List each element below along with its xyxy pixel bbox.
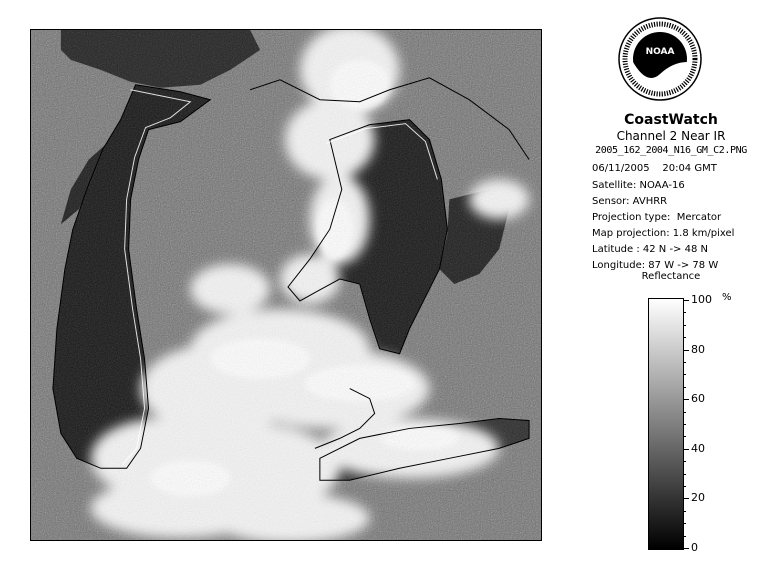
filename-text: 2005_162_2004_N16_GM_C2.PNG <box>595 145 747 156</box>
colorbar-minor-tick <box>683 474 686 475</box>
colorbar-label: Reflectance <box>641 271 701 282</box>
colorbar-minor-tick <box>683 461 686 462</box>
sensor-text: Sensor: AVHRR <box>592 196 668 207</box>
logo-center-text: NOAA <box>645 47 675 57</box>
latitude-text: Latitude : 42 N -> 48 N <box>592 244 708 255</box>
colorbar-tick <box>683 449 689 450</box>
colorbar-minor-tick <box>683 511 686 512</box>
colorbar-minor-tick <box>683 436 686 437</box>
colorbar-minor-tick <box>683 412 686 413</box>
colorbar-tick-label: 100 <box>691 293 712 306</box>
noaa-logo-icon <box>617 16 703 102</box>
satellite-map[interactable] <box>30 29 542 541</box>
colorbar-minor-tick <box>683 523 686 524</box>
colorbar-tick <box>683 399 689 400</box>
colorbar-minor-tick <box>683 424 686 425</box>
colorbar-unit: % <box>722 292 732 303</box>
colorbar-minor-tick <box>683 337 686 338</box>
colorbar-tick-label: 80 <box>691 342 705 356</box>
longitude-text: Longitude: 87 W -> 78 W <box>592 260 719 271</box>
info-panel <box>560 0 782 572</box>
colorbar-tick-label: 20 <box>691 491 705 505</box>
colorbar-minor-tick <box>683 536 686 537</box>
satellite-text: Satellite: NOAA-16 <box>592 180 685 191</box>
channel-title: Channel 2 Near IR <box>616 129 726 143</box>
colorbar-minor-tick <box>683 312 686 313</box>
colorbar-tick-label: 40 <box>691 441 705 455</box>
colorbar-minor-tick <box>683 362 686 363</box>
colorbar-tick <box>683 350 689 351</box>
colorbar-minor-tick <box>683 486 686 487</box>
colorbar-tick <box>683 498 689 499</box>
map-projection-text: Map projection: 1.8 km/pixel <box>592 228 735 239</box>
datetime-text: 06/11/2005 20:04 GMT <box>592 163 717 174</box>
colorbar-tick-label: 60 <box>691 392 705 406</box>
satellite-image <box>31 30 541 540</box>
projection-type-text: Projection type: Mercator <box>592 212 722 223</box>
colorbar-tick <box>683 548 689 549</box>
brand-title: CoastWatch <box>624 112 718 128</box>
colorbar-tick-label: 0 <box>691 541 698 554</box>
colorbar <box>648 298 684 550</box>
colorbar-minor-tick <box>683 325 686 326</box>
colorbar-minor-tick <box>683 374 686 375</box>
colorbar-tick <box>683 300 689 301</box>
colorbar-minor-tick <box>683 387 686 388</box>
